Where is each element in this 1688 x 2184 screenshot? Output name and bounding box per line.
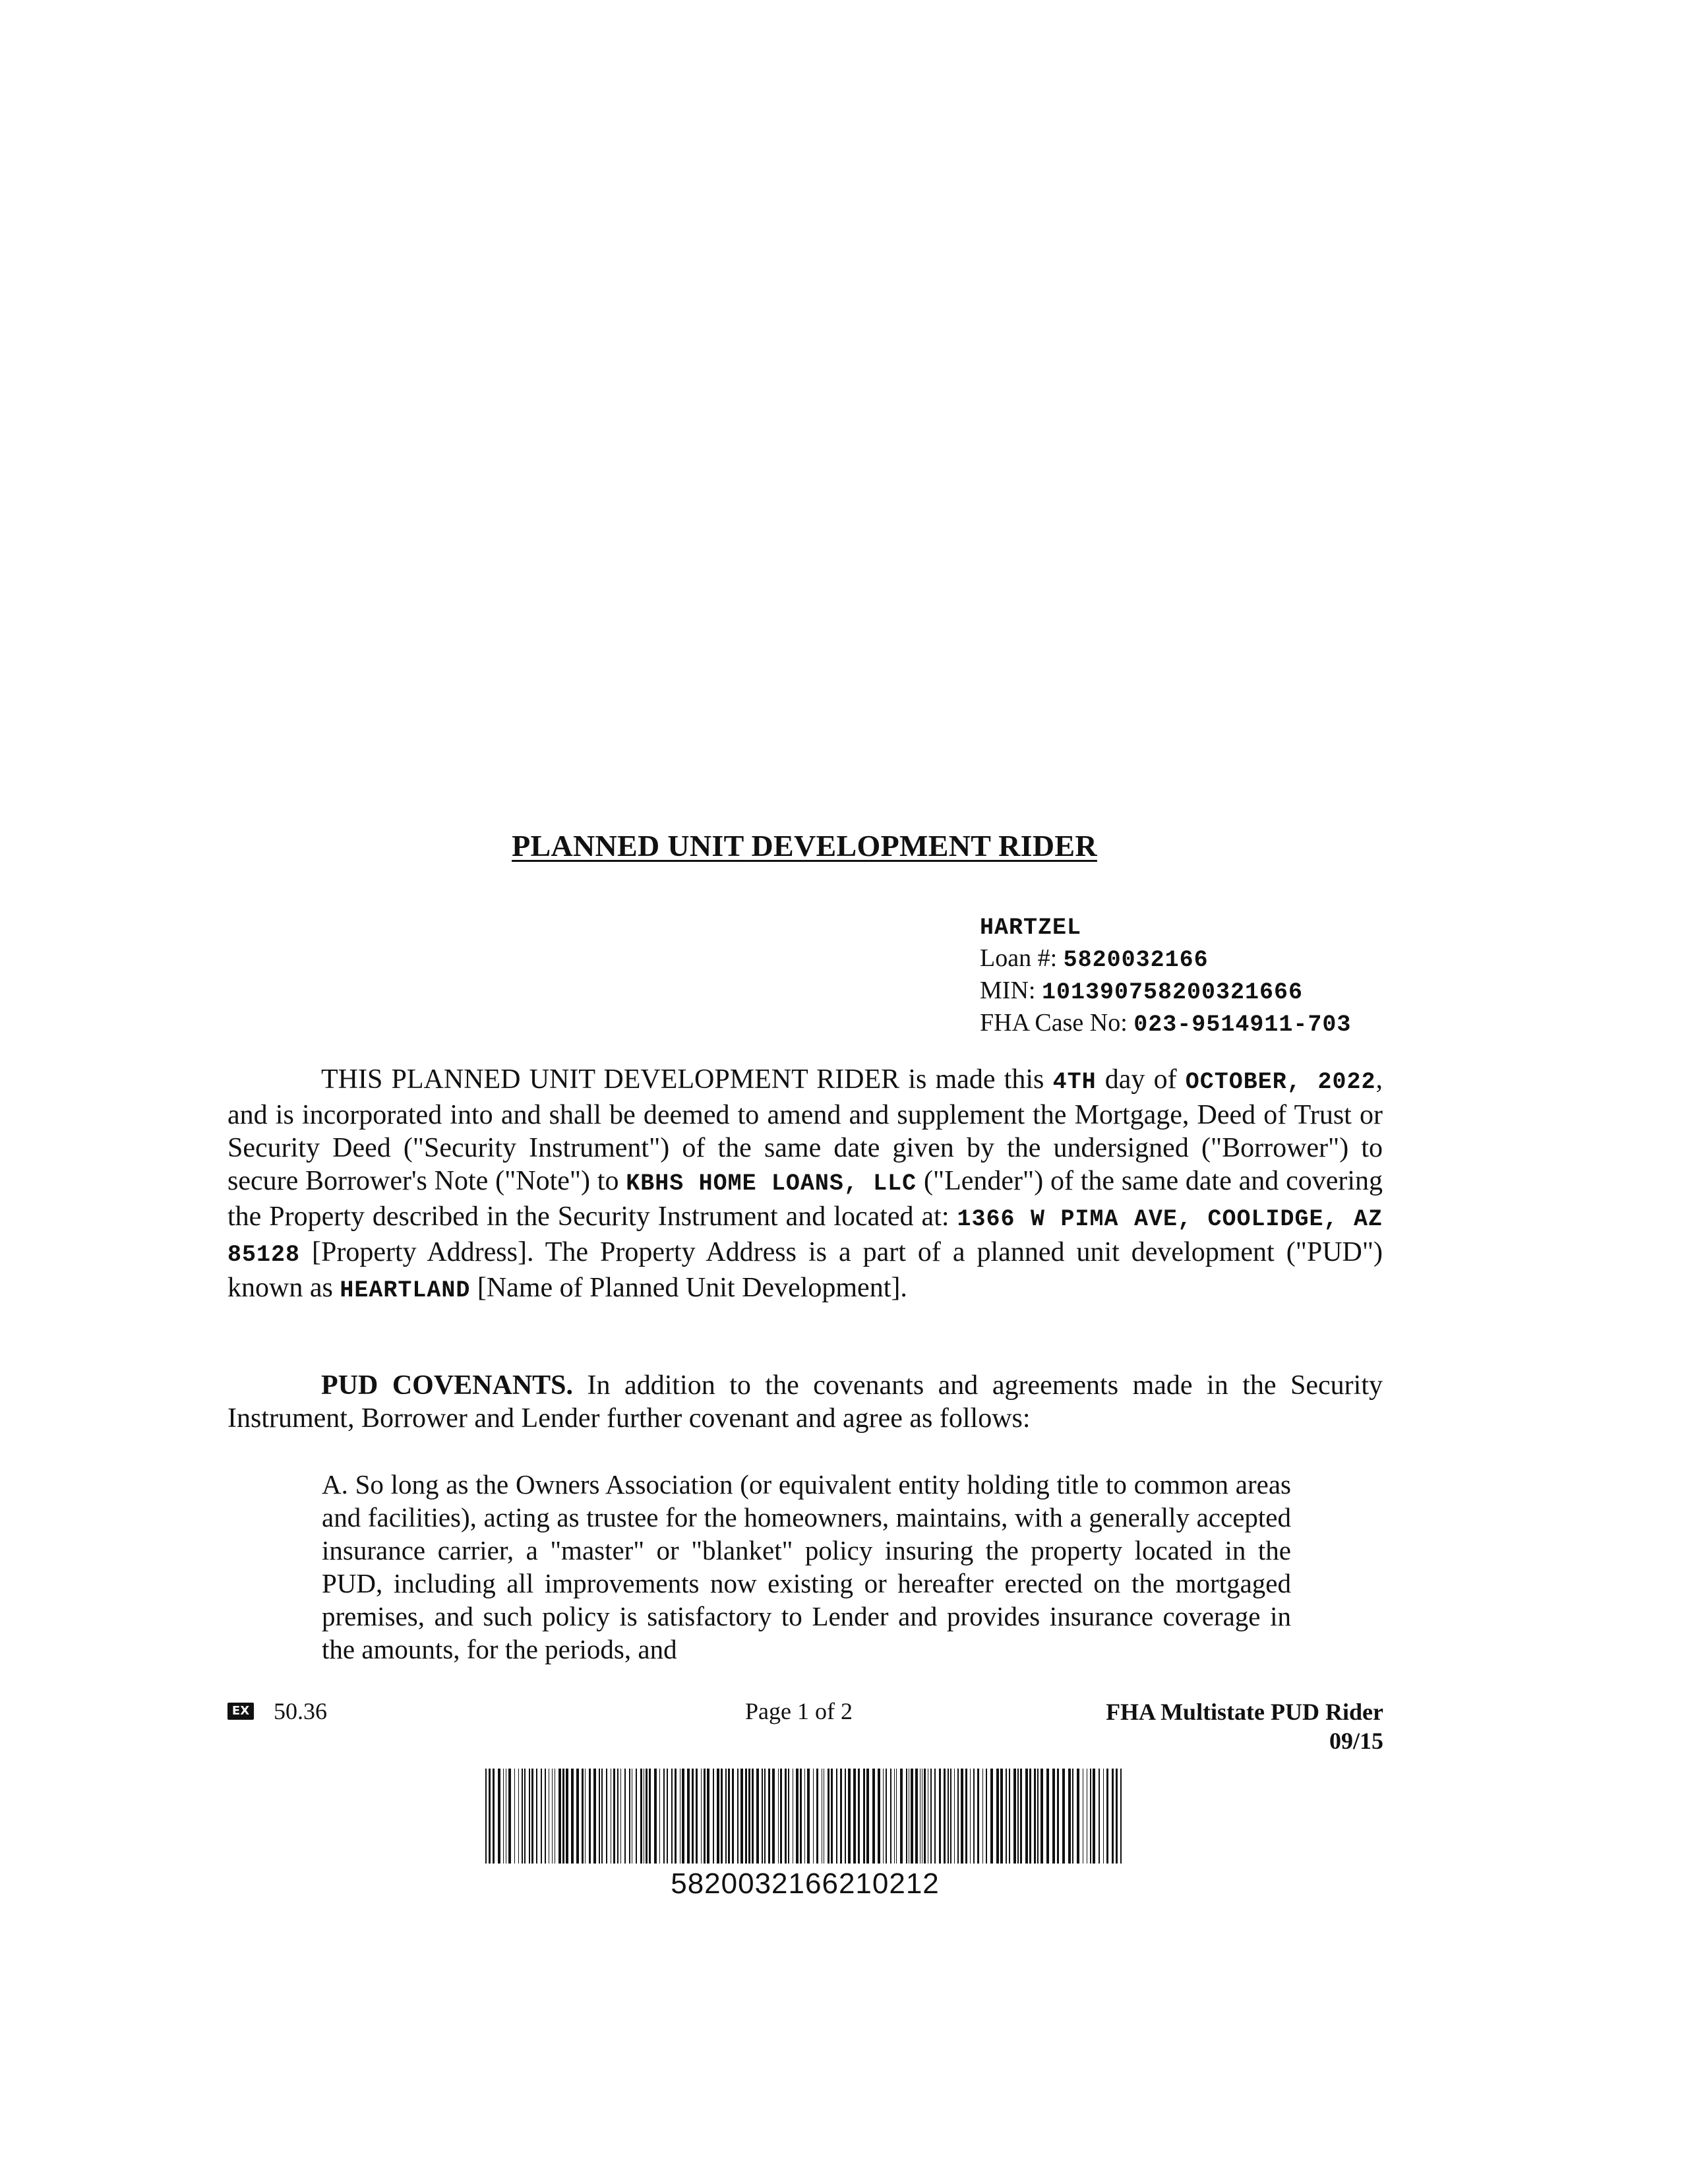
property-address: 1366 W PIMA AVE, COOLIDGE, AZ 85128: [227, 1206, 1383, 1268]
loan-number-line: [980, 943, 1351, 975]
footer-form-info: [227, 1697, 327, 1725]
form-date: 09/15: [1329, 1728, 1383, 1754]
min-number: 101390758200321666: [1041, 979, 1304, 1006]
fha-case-number: 023-9514911-703: [1133, 1012, 1352, 1038]
lender-name: KBHS HOME LOANS, LLC: [626, 1170, 917, 1197]
fha-case-line: [980, 1008, 1351, 1040]
rider-month-year: OCTOBER, 2022: [1185, 1069, 1376, 1095]
min-label: MIN:: [980, 977, 1042, 1004]
loan-info-block: [980, 913, 1351, 1040]
fha-case-label: FHA Case No:: [980, 1009, 1134, 1037]
intro-text-4: ("Lender") of the same date and covering the Property described in the Security Instrument and located at:: [227, 1166, 1383, 1232]
intro-paragraph: [227, 1063, 1383, 1307]
intro-text-2: day of: [1096, 1064, 1186, 1095]
rider-day: 4TH: [1052, 1069, 1097, 1095]
covenants-text: In addition to the covenants and agreements made in the Security Instrument, Borrower and Lender further covenant and agree as follows:: [227, 1370, 1383, 1434]
covenants-heading: PUD COVENANTS.: [321, 1370, 574, 1401]
form-logo-icon: EX: [227, 1703, 254, 1720]
form-number: 50.36: [274, 1698, 327, 1724]
form-name: FHA Multistate PUD Rider: [1106, 1699, 1383, 1725]
page-number: Page 1 of 2: [745, 1698, 853, 1724]
borrower-name: HARTZEL: [980, 915, 1082, 941]
intro-text-3: , and is incorporated into and shall be deemed to amend and supplement the Mortgage, Deed of Trust or Security Deed ("Security Instrument") of the same date given by the undersigned ("Borrower") to secure Borrower's Note ("Note") to: [227, 1064, 1383, 1196]
covenants-paragraph: [227, 1369, 1383, 1435]
page-title: PLANNED UNIT DEVELOPMENT RIDER: [512, 829, 1097, 863]
intro-text-5: [Property Address]. The Property Address is a part of a planned unit development ("PUD") known as: [227, 1237, 1383, 1303]
min-line: [980, 975, 1351, 1008]
barcode-number: 5820032166210212: [671, 1867, 940, 1900]
pud-name: HEARTLAND: [340, 1277, 471, 1304]
clause-a: A. So long as the Owners Association (or equivalent entity holding title to common areas and facilities), acting as trustee for the homeowners, maintains, with a generally accepted insurance carrier, a "master" or "blanket" policy insuring the property located in the PUD, including all improvements now existing or hereafter erected on the mortgaged premises, and such policy is satisfactory to Lender and provides insurance coverage in the amounts, for the periods, and: [322, 1469, 1291, 1664]
intro-text-1: THIS PLANNED UNIT DEVELOPMENT RIDER is made this: [321, 1064, 1053, 1095]
loan-number-label: Loan #:: [980, 944, 1064, 972]
intro-text-6: [Name of Planned Unit Development].: [470, 1273, 907, 1303]
loan-number: 5820032166: [1063, 947, 1209, 973]
footer-form-name: [1106, 1697, 1383, 1755]
barcode: [484, 1769, 1126, 1864]
